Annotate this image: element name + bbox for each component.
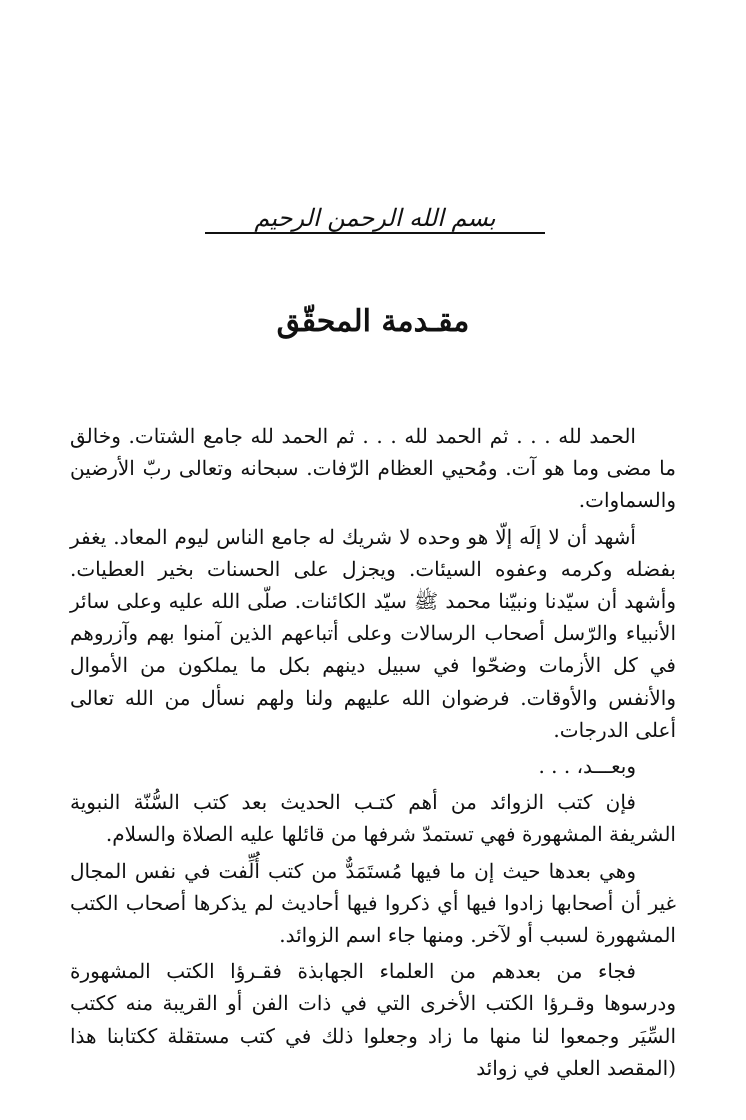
page-title: مقـدمة المحقّق: [276, 304, 470, 339]
paragraph-4: فإن كتب الزوائد من أهم كتـب الحديث بعد كتب السُّنّة النبوية الشريفة المشهورة فهي تستمدّ شرفها من قائلها عليه الصلاة والسلام.: [70, 790, 676, 847]
basmala-stroke: [205, 232, 545, 234]
paragraph-6: فجاء من بعدهم من العلماء الجهابذة فقـرؤا الكتب المشهورة ودرسوها وقـرؤا الكتب الأخرى التي في ذات الفن أو القريبة منه ككتب السِّيَر وجمعوا لنا منها ما زاد وجعلوا ذلك في كتب مستقلة ككتابنا هذا (المقصد العلي في زوائد: [70, 959, 676, 1080]
paragraph-1: الحمد لله . . . ثم الحمد لله . . . ثم الحمد لله جامع الشتات. وخالق ما مضى وما هو آت. ومُحيي العظام الرّفات. سبحانه وتعالى ربّ الأرضين والسماوات.: [70, 424, 676, 513]
paragraph-3: وبعـــد، . . .: [538, 754, 636, 779]
basmala-ornament: [205, 200, 545, 260]
body-text: [70, 420, 676, 1088]
paragraph-2: أشهد أن لا إلَه إلّا هو وحده لا شريك له جامع الناس ليوم المعاد. يغفر بفضله وكرمه وعفوه السيئات. ويجزل على الحسنات بخير العطيات. وأشهد أن سيّدنا ونبيّنا محمد ﷺ سيّد الكائنات. صلّى الله عليه وعلى سائر الأنبياء والرّسل أصحاب الرسالات وعلى أتباعهم الذين آمنوا بهم وآزروهم في كل الأزمات وضحّوا في سبيل دينهم بكل ما يملكون من الأموال والأنفس والأوقات. فرضوان الله عليهم ولنا ولهم نسأل من الله تعالى أعلى الدرجات.: [70, 524, 676, 742]
paragraph-5: وهي بعدها حيث إن ما فيها مُستَمَدٌّ من كتب أُلِّفت في نفس المجال غير أن أصحابها زادوا فيها أي ذكروا فيها أحاديث لم يذكرها أصحاب الكتب المشهورة لسبب أو لآخر. ومنها جاء اسم الزوائد.: [70, 858, 676, 948]
basmala-text: بسم الله الرحمن الرحيم: [205, 204, 545, 232]
